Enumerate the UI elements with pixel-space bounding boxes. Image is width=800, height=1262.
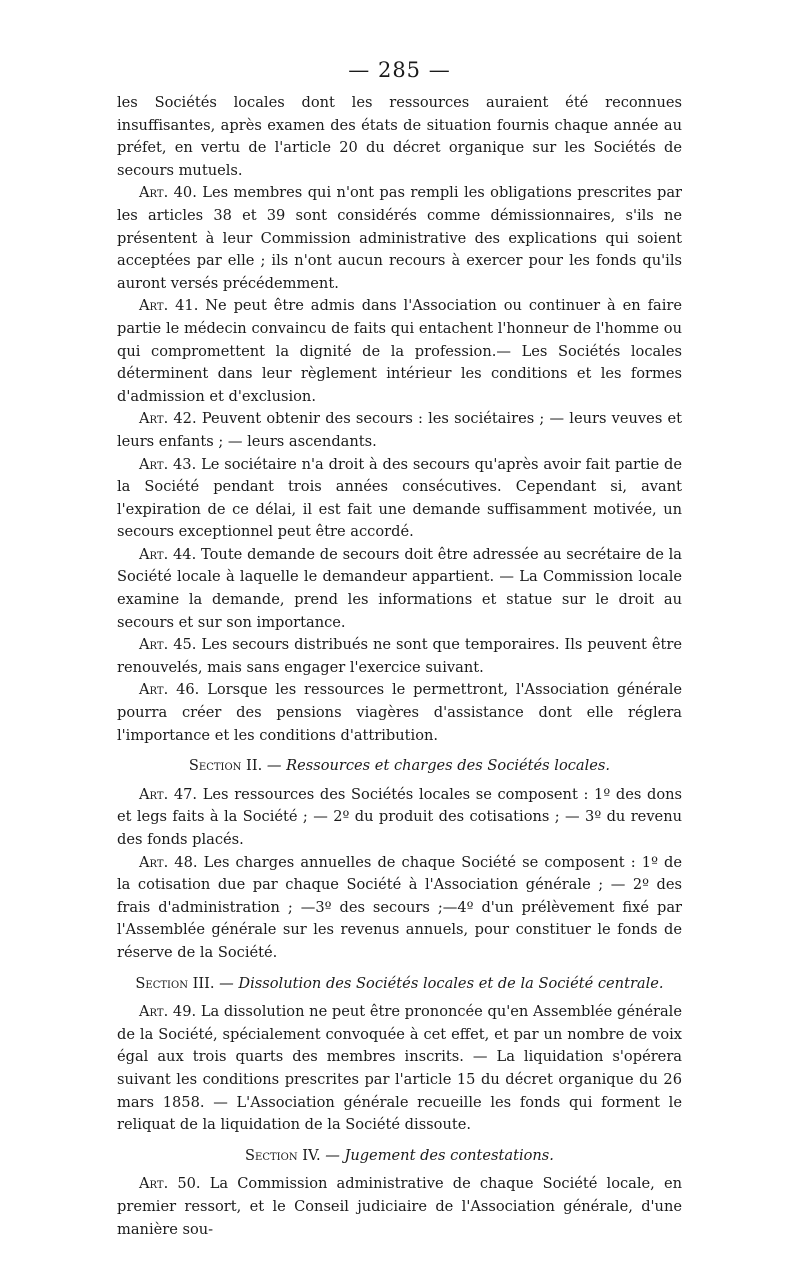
article-label: Art. 45. [139, 636, 197, 654]
article-text: Les ressources des Sociétés locales se composent : 1º des dons et legs faits à la Société ; — 2º du produit des cotisations ; — 3º du revenu des fonds placés. [117, 785, 682, 848]
article-text: Les charges annuelles de chaque Société se composent : 1º de la cotisation due par chaque Société à l'Association générale ; — 2º des frais d'administration ; —3º des secours ;—4º d'un prélèvement fixé par l'Assemblée générale sur les revenus annuels, pour constituer le fonds de réserve de la Société. [117, 853, 683, 961]
article-text: Le sociétaire n'a droit à des secours qu'après avoir fait partie de la Société pendant trois années consécutives. Cependant si, avant l'expiration de ce délai, il est fait une demande suffisamment motivée, un secours exceptionnel peut être accordé. [117, 455, 682, 541]
document-page [117, 58, 682, 1241]
articles-group-d [117, 1173, 682, 1241]
article-text: La dissolution ne peut être prononcée qu'en Assemblée générale de la Société, spécialement convoquée à cet effet, et par un nombre de voix égal aux trois quarts des membres inscrits. — La liquidation s'opérera suivant les conditions prescrites par l'article 15 du décret organique du 26 mars 1858. — L'Association générale recueille les fonds qui forment le reliquat de la liquidation de la Société dissoute. [117, 1003, 682, 1134]
article-text: La Commission administrative de chaque Société locale, en premier ressort, et le Conseil judiciaire de l'Association générale, d'une manière sou- [117, 1175, 683, 1238]
articles-group-c [117, 1001, 682, 1137]
section-label: Section II. [188, 757, 263, 775]
article-50 [117, 1173, 682, 1241]
article-41 [117, 295, 682, 408]
section-heading-4 [117, 1145, 682, 1168]
section-label: Section III. [135, 974, 215, 992]
article-label: Art. 48. [139, 853, 198, 871]
article-label: Art. 43. [139, 455, 197, 473]
article-label: Art. 44. [139, 545, 197, 563]
article-40 [117, 182, 682, 295]
article-label: Art. 41. [139, 297, 199, 315]
article-label: Art. 47. [139, 785, 198, 803]
article-label: Art. 40. [139, 184, 197, 202]
section-title: — Dissolution des Sociétés locales et de la Société centrale. [219, 974, 664, 992]
article-label: Art. 42. [139, 410, 197, 428]
section-heading-3 [117, 973, 682, 996]
section-title: — Jugement des contestations. [325, 1146, 554, 1164]
page-number: — 285 — [348, 58, 451, 82]
section-heading-2 [117, 755, 682, 778]
articles-group-a [117, 182, 682, 747]
article-label: Art. 49. [139, 1003, 197, 1021]
continued-paragraph: les Sociétés locales dont les ressources auraient été reconnues insuffisantes, après examen des états de situation fournis chaque année au préfet, en vertu de l'article 20 du décret organique sur les Sociétés de secours mutuels. [117, 94, 682, 179]
article-42 [117, 408, 682, 453]
article-44 [117, 544, 682, 634]
article-text: Toute demande de secours doit être adressée au secrétaire de la Société locale à laquelle le demandeur appartient. — La Commission locale examine la demande, prend les informations et statue sur le droit au secours et sur son importance. [117, 545, 683, 631]
article-49 [117, 1001, 682, 1137]
article-48 [117, 852, 682, 965]
article-text: Lorsque les ressources le permettront, l'Association générale pourra créer des pensions viagères d'assistance dont elle réglera l'importance et les conditions d'attribution. [117, 681, 682, 744]
section-label: Section IV. [245, 1146, 321, 1164]
article-label: Art. 50. [139, 1175, 201, 1193]
article-text: Peuvent obtenir des secours : les sociétaires ; — leurs veuves et leurs enfants ; — leurs ascendants. [117, 410, 682, 450]
article-text: Les secours distribués ne sont que temporaires. Ils peuvent être renouvelés, mais sans engager l'exercice suivant. [117, 636, 682, 676]
section-title: — Ressources et charges des Sociétés locales. [266, 757, 611, 775]
article-text: Ne peut être admis dans l'Association ou continuer à en faire partie le médecin convaincu de faits qui entachent l'honneur de l'homme ou qui compromettent la dignité de la profession.— Les Sociétés locales déterminent dans leur règlement intérieur les conditions et les formes d'admission et d'exclusion. [117, 297, 682, 405]
article-label: Art. 46. [139, 681, 200, 699]
article-text: Les membres qui n'ont pas rempli les obligations prescrites par les articles 38 et 39 sont considérés comme démissionnaires, s'ils ne présentent à leur Commission administrative des explications qui soient acceptées par elle ; ils n'ont aucun recours à exercer pour les fonds qu'ils auront versés précédemment. [117, 184, 682, 292]
article-46 [117, 679, 682, 747]
articles-group-b [117, 784, 682, 965]
article-45 [117, 634, 682, 679]
article-43 [117, 454, 682, 544]
article-47 [117, 784, 682, 852]
